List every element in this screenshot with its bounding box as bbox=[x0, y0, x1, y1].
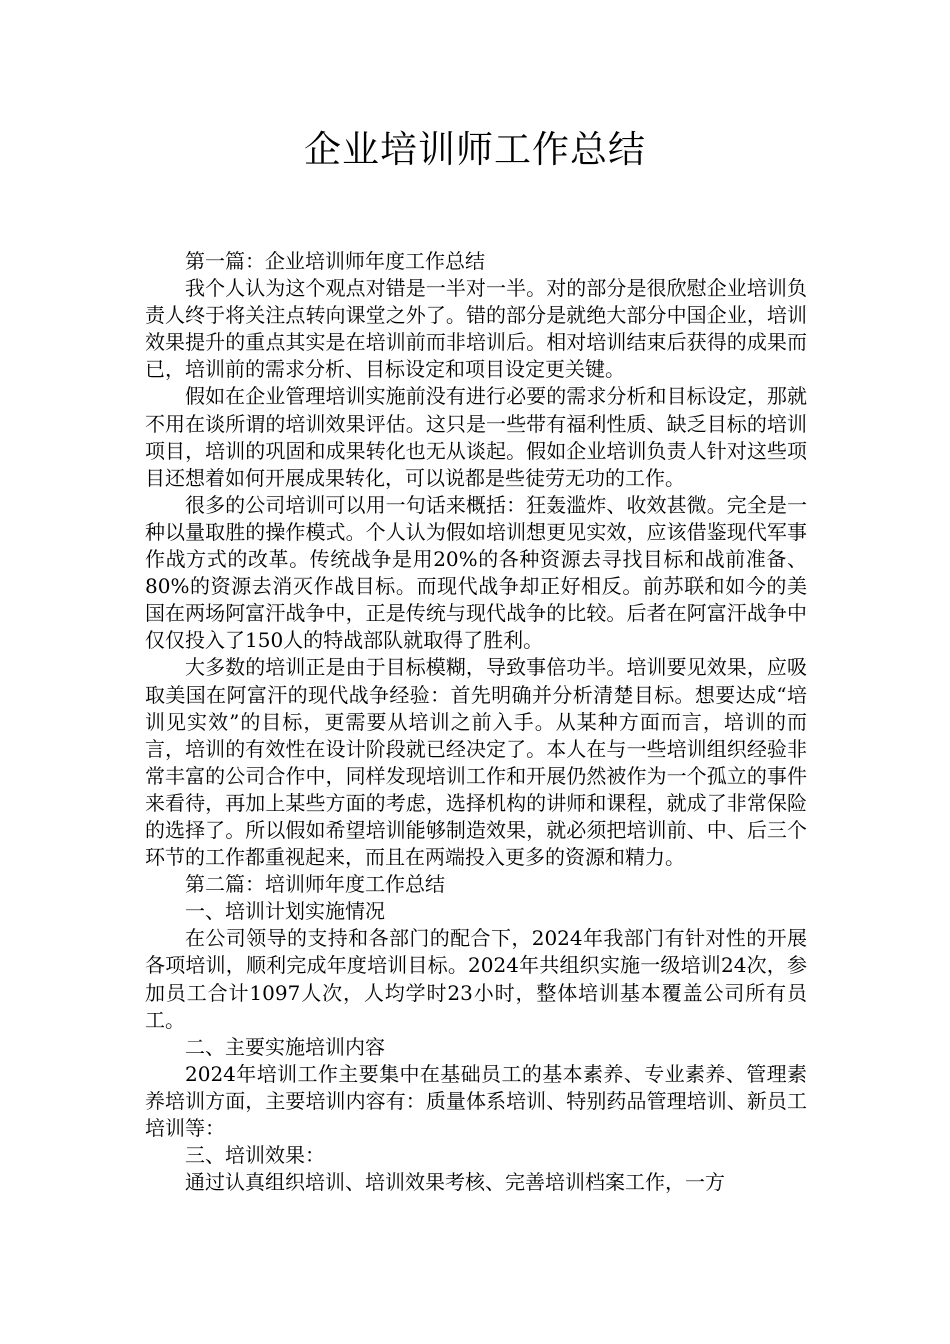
body-paragraph: 大多数的培训正是由于目标模糊，导致事倍功半。培训要见效果，应吸取美国在阿富汗的现代战争经验：首先明确并分析清楚目标。想要达成“培训见实效”的目标，更需要从培训之前入手。从某种方面而言，培训的而言，培训的有效性在设计阶段就已经决定了。本人在与一些培训组织经验非常丰富的公司合作中，同样发现培训工作和开展仍然被作为一个孤立的事件来看待，再加上某些方面的考虑，选择机构的讲师和课程，就成了非常保险的选择了。所以假如希望培训能够制造效果，就必须把培训前、中、后三个环节的工作都重视起来，而且在两端投入更多的资源和精力。 bbox=[145, 655, 807, 870]
subheading-training-effect: 三、培训效果： bbox=[185, 1143, 325, 1168]
body-paragraph: 在公司领导的支持和各部门的配合下，2024年我部门有针对性的开展各项培训，顺利完成年度培训目标。2024年共组织实施一级培训24次，参加员工合计1097人次，人均学时23小时，整体培训基本覆盖公司所有员工。 bbox=[145, 926, 807, 1032]
body-paragraph: 2024年培训工作主要集中在基础员工的基本素养、专业素养、管理素养培训方面，主要培训内容有：质量体系培训、特别药品管理培训、新员工培训等： bbox=[145, 1061, 807, 1140]
section-heading-part-one: 第一篇：企业培训师年度工作总结 bbox=[185, 249, 485, 273]
document-body bbox=[145, 248, 807, 1196]
subheading-training-plan: 一、培训计划实施情况 bbox=[185, 899, 385, 924]
body-paragraph: 通过认真组织培训、培训效果考核、完善培训档案工作，一方 bbox=[185, 1170, 725, 1195]
body-paragraph: 很多的公司培训可以用一句话来概括：狂轰滥炸、收效甚微。完全是一种以量取胜的操作模式。个人认为假如培训想更见实效，应该借鉴现代军事作战方式的改革。传统战争是用20%的各种资源去寻找目标和战前准备、80%的资源去消灭作战目标。而现代战争却正好相反。前苏联和如今的美国在两场阿富汗战争中，正是传统与现代战争的比较。后者在阿富汗战争中仅仅投入了150人的特战部队就取得了胜利。 bbox=[145, 492, 807, 653]
body-paragraph: 假如在企业管理培训实施前没有进行必要的需求分析和目标设定，那就不用在谈所谓的培训效果评估。这只是一些带有福利性质、缺乏目标的培训项目，培训的巩固和成果转化也无从谈起。假如企业培训负责人针对这些项目还想着如何开展成果转化，可以说都是些徒劳无功的工作。 bbox=[145, 384, 807, 490]
subheading-training-content: 二、主要实施培训内容 bbox=[185, 1034, 385, 1059]
document-title: 企业培训师工作总结 bbox=[304, 128, 646, 171]
section-heading-part-two: 第二篇：培训师年度工作总结 bbox=[185, 872, 445, 897]
body-paragraph: 我个人认为这个观点对错是一半对一半。对的部分是很欣慰企业培训负责人终于将关注点转向课堂之外了。错的部分是就绝大部分中国企业，培训效果提升的重点其实是在培训前而非培训后。相对培训结束后获得的成果而已，培训前的需求分析、目标设定和项目设定更关键。 bbox=[145, 276, 807, 382]
